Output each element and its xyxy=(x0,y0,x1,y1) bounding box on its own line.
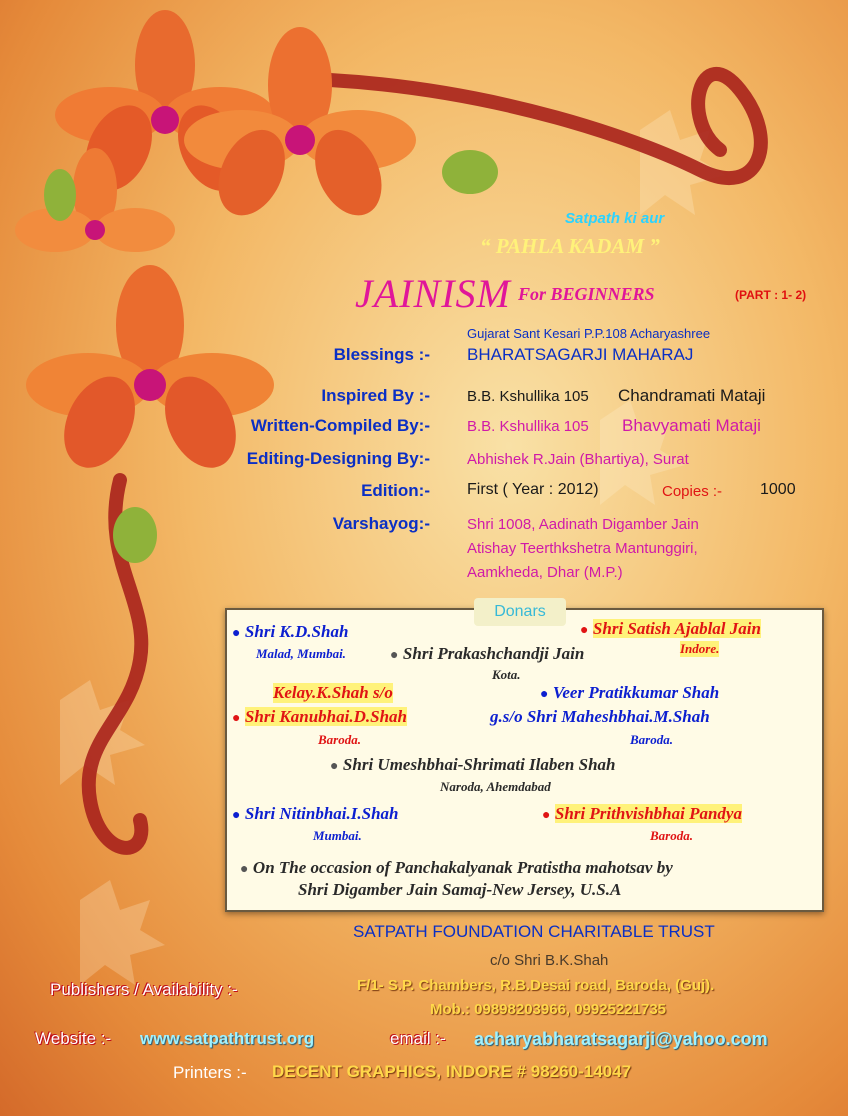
donor-6 xyxy=(330,755,616,775)
quote-title: “ PAHLA KADAM ” xyxy=(480,234,660,258)
occasion-line1-wrap xyxy=(240,858,673,878)
bullet-icon: ● xyxy=(330,757,339,773)
trust-name: SATPATH FOUNDATION CHARITABLE TRUST xyxy=(353,922,715,941)
donors-tag: Donars xyxy=(474,598,566,626)
donor-4-city: Baroda. xyxy=(318,732,361,747)
main-title-suffix: For BEGINNERS xyxy=(518,284,655,304)
donor-1-city: Malad, Mumbai. xyxy=(256,646,346,661)
website-link[interactable]: www.satpathtrust.org xyxy=(140,1029,315,1048)
copies-label: Copies :- xyxy=(662,483,723,500)
donor-8-name: Shri Prithvishbhai Pandya xyxy=(554,804,742,823)
website-label: Website :- xyxy=(35,1029,112,1048)
donor-2 xyxy=(580,619,761,639)
editing-label: Editing-Designing By:- xyxy=(246,449,430,468)
occasion-line2: Shri Digamber Jain Samaj-New Jersey, U.S.A xyxy=(298,880,622,899)
donor-3 xyxy=(390,644,584,664)
bullet-icon: ● xyxy=(390,646,399,662)
donor-7-city: Mumbai. xyxy=(313,828,362,843)
donor-5-city: Baroda. xyxy=(630,732,673,747)
occasion-line1: On The occasion of Panchakalyanak Pratistha mahotsav by xyxy=(252,858,673,877)
donor-2-city: Indore. xyxy=(680,641,720,656)
bullet-icon: ● xyxy=(232,624,241,640)
written-label: Written-Compiled By:- xyxy=(250,416,430,435)
email-link[interactable]: acharyabharatsagarji@yahoo.com xyxy=(474,1029,768,1049)
blessings-label: Blessings :- xyxy=(333,345,430,364)
donor-6-city: Naroda, Ahemdabad xyxy=(440,779,551,794)
part-label: (PART : 1- 2) xyxy=(735,288,807,302)
blessings-line1: Gujarat Sant Kesari P.P.108 Acharyashree xyxy=(467,326,711,341)
donor-8 xyxy=(542,804,742,824)
donor-3-name: Shri Prakashchandji Jain xyxy=(402,644,585,663)
printers-value: DECENT GRAPHICS, INDORE # 98260-14047 xyxy=(272,1062,632,1081)
donor-4 xyxy=(232,707,407,727)
inspired-prefix: B.B. Kshullika 105 xyxy=(467,388,589,405)
donor-5 xyxy=(540,683,719,703)
edition-value: First ( Year : 2012) xyxy=(467,481,599,498)
bullet-icon: ● xyxy=(580,621,589,637)
blessings-line2: BHARATSAGARJI MAHARAJ xyxy=(467,345,694,364)
donor-7-name: Shri Nitinbhai.I.Shah xyxy=(244,804,399,823)
donor-4-name: Shri Kanubhai.D.Shah xyxy=(244,707,407,726)
donor-5-name: Veer Pratikkumar Shah xyxy=(552,683,720,702)
inspired-label: Inspired By :- xyxy=(321,386,430,405)
varshayog-line2: Atishay Teerthkshetra Mantunggiri, xyxy=(467,540,698,557)
donor-8-city: Baroda. xyxy=(650,828,693,843)
printers-label: Printers :- xyxy=(173,1063,247,1082)
donor-4-line1: Kelay.K.Shah s/o xyxy=(273,683,393,702)
bullet-icon: ● xyxy=(240,860,249,876)
donor-1 xyxy=(232,622,348,642)
inspired-name: Chandramati Mataji xyxy=(618,386,766,405)
editing-value: Abhishek R.Jain (Bhartiya), Surat xyxy=(467,451,689,468)
written-name: Bhavyamati Mataji xyxy=(622,416,761,435)
donor-3-city: Kota. xyxy=(492,667,521,682)
trust-co: c/o Shri B.K.Shah xyxy=(490,952,609,969)
subtitle: Satpath ki aur xyxy=(565,210,665,227)
bullet-icon: ● xyxy=(540,685,549,701)
donor-2-name: Shri Satish Ajablal Jain xyxy=(592,619,761,638)
bullet-icon: ● xyxy=(542,806,551,822)
donor-5-line2: g.s/o Shri Maheshbhai.M.Shah xyxy=(490,707,710,726)
donor-6-name: Shri Umeshbhai-Shrimati Ilaben Shah xyxy=(342,755,616,774)
written-prefix: B.B. Kshullika 105 xyxy=(467,418,589,435)
publishers-label: Publishers / Availability :- xyxy=(50,980,238,999)
main-title: JAINISM xyxy=(355,271,511,316)
copies-value: 1000 xyxy=(760,481,796,498)
trust-address: F/1- S.P. Chambers, R.B.Desai road, Baroda, (Guj). xyxy=(357,977,715,994)
email-label: email :- xyxy=(390,1029,446,1048)
donor-7 xyxy=(232,804,398,824)
trust-mobile: Mob.: 09898203966, 09925221735 xyxy=(430,1001,667,1018)
bullet-icon: ● xyxy=(232,806,241,822)
bullet-icon: ● xyxy=(232,709,241,725)
varshayog-line1: Shri 1008, Aadinath Digamber Jain xyxy=(467,516,699,533)
donor-1-name: Shri K.D.Shah xyxy=(244,622,349,641)
edition-label: Edition:- xyxy=(361,481,430,500)
varshayog-line3: Aamkheda, Dhar (M.P.) xyxy=(467,564,623,581)
varshayog-label: Varshayog:- xyxy=(332,514,430,533)
